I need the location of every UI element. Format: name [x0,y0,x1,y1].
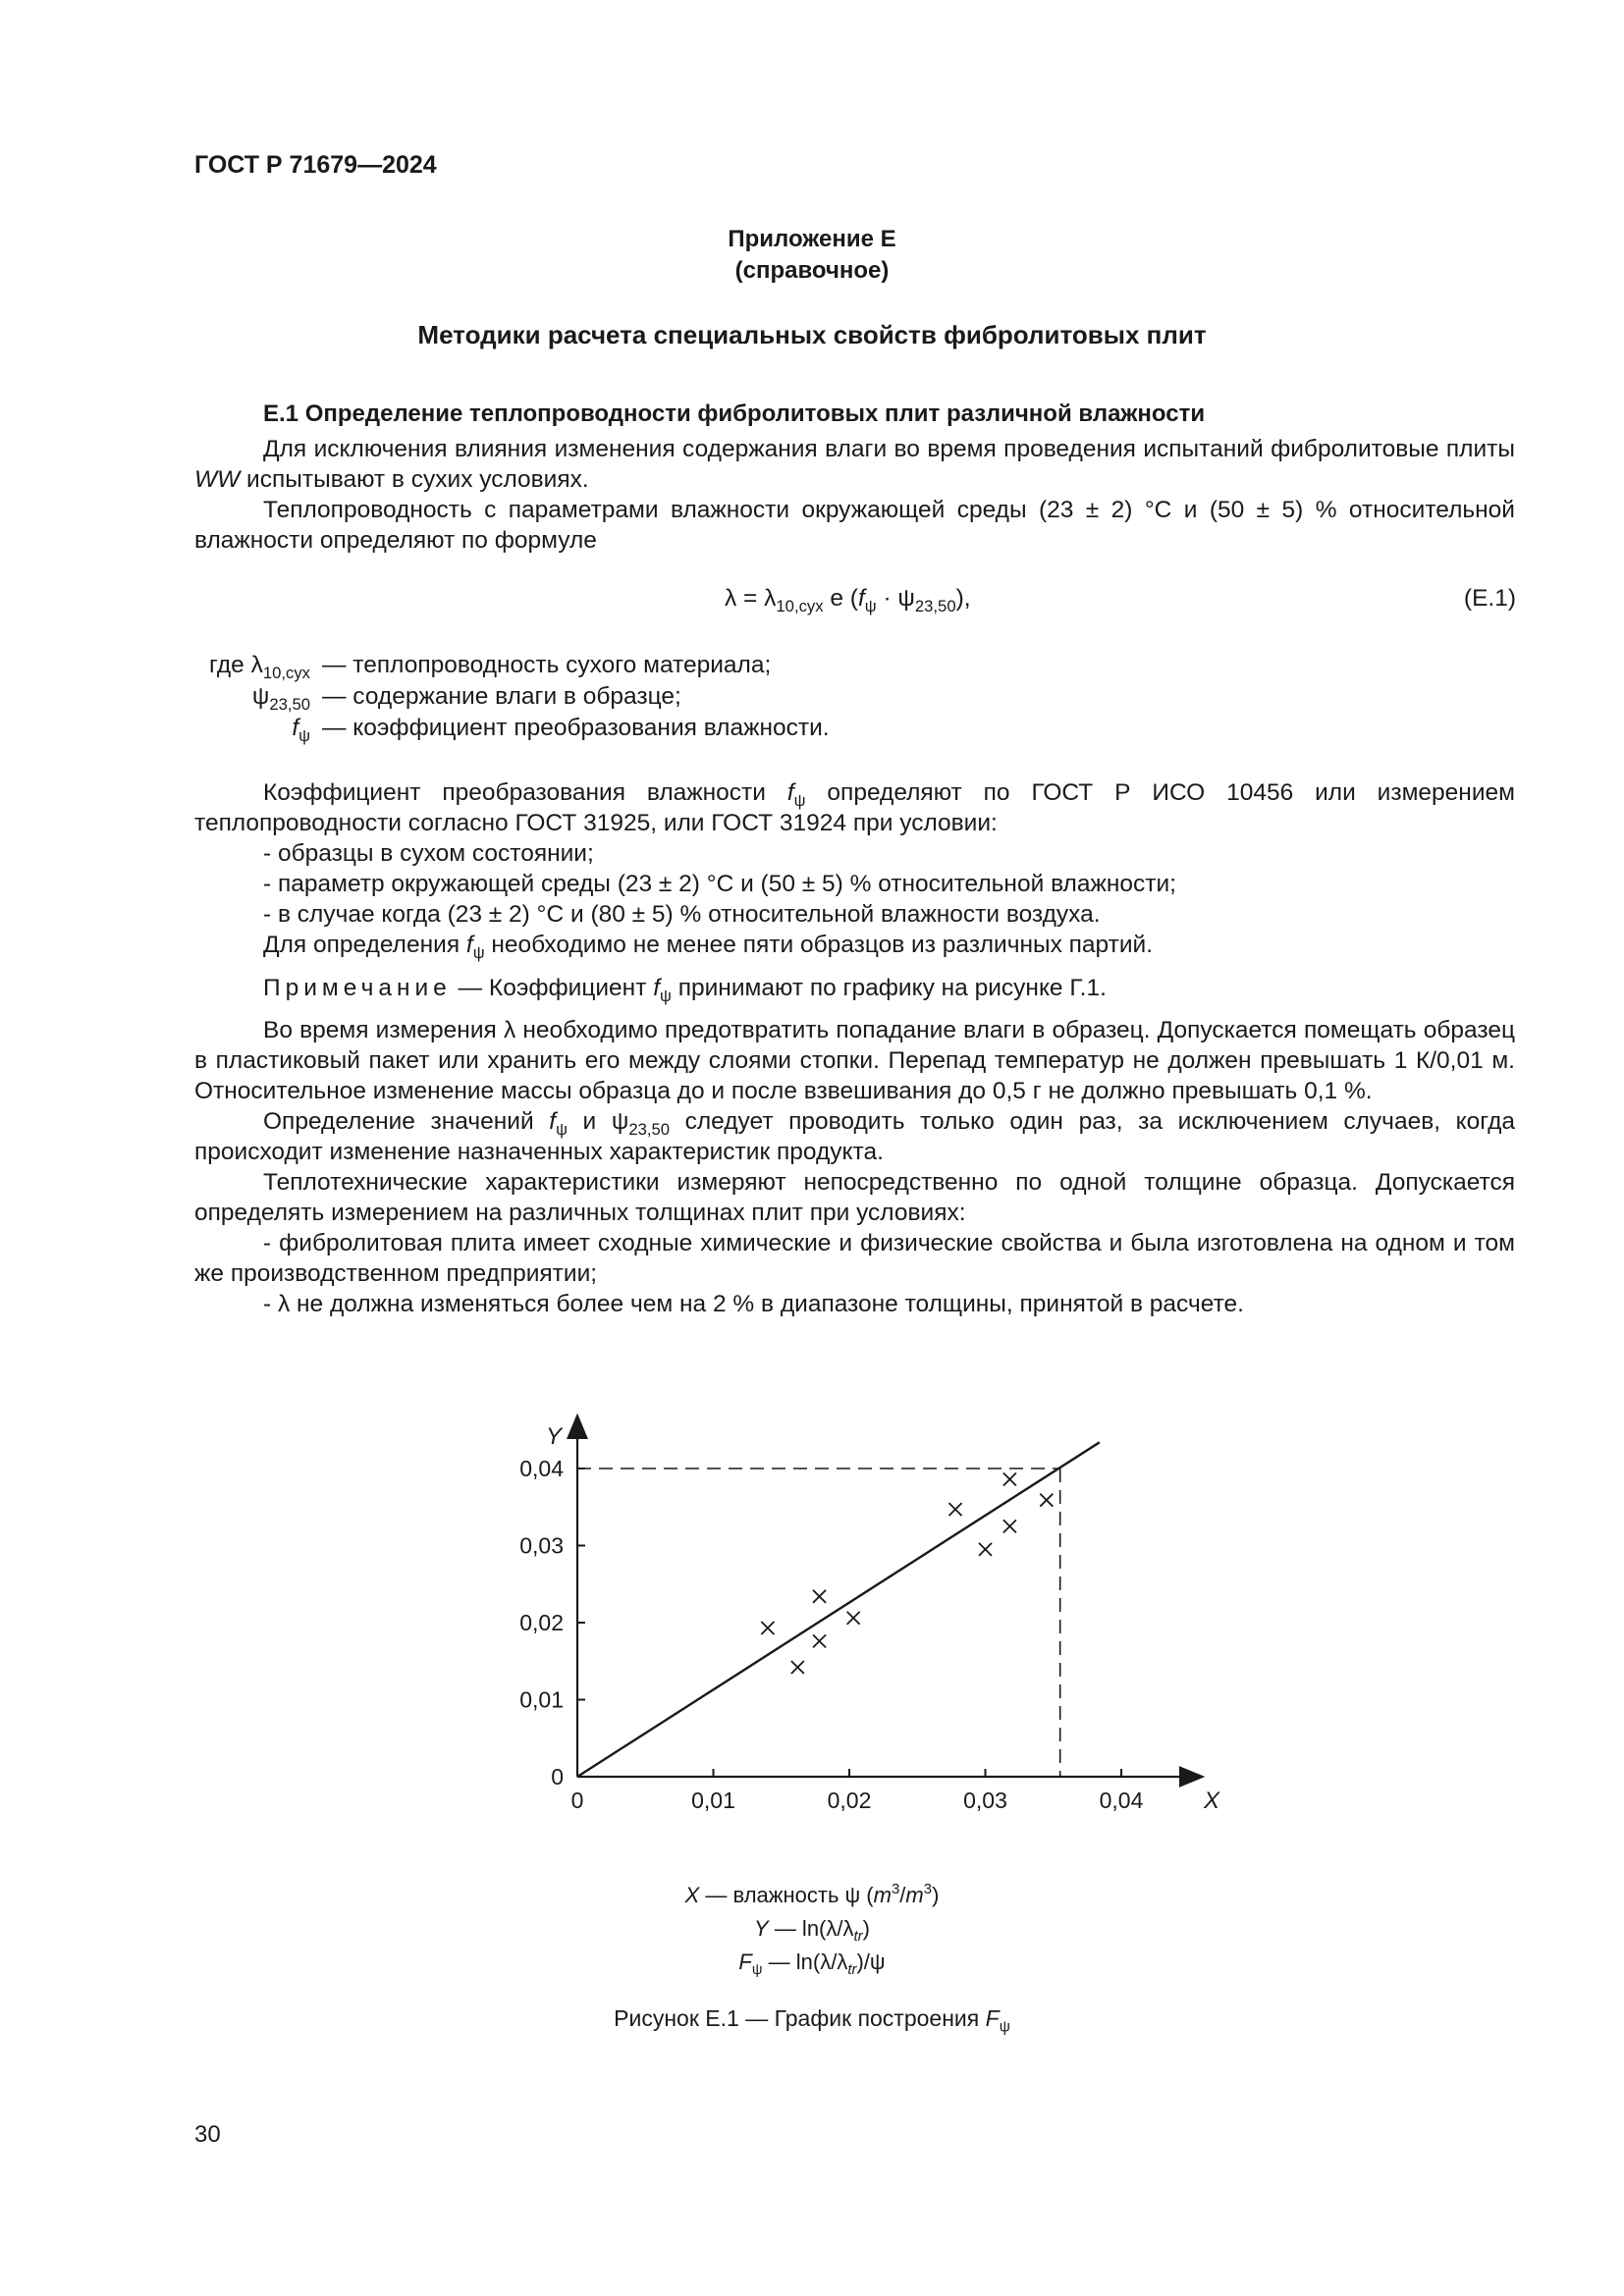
y-origin-label: 0 [551,1764,564,1789]
page-number: 30 [194,2121,221,2148]
condition-item: - параметр окружающей среды (23 ± 2) °С и (50 ± 5) % относительной влажности; [263,871,1176,897]
data-point [1040,1494,1053,1507]
paragraph-conductivity: Теплопроводность с параметрами влажности окружающей среды (23 ± 2) °С и (50 ± 5) % относительной влажности определяют по формуле [194,497,1515,554]
paragraph-measurement: Во время измерения λ необходимо предотвратить попадание влаги в образец. Допускается помещать образец в пластиковый пакет или хранить его между слоями стопки. Перепад температур не должен превышать 1 К/0,01 м. Относительное изменение массы образца до и после взвешивания до 0,5 г не должно превышать 0,1 %. [194,1017,1515,1104]
document-header: ГОСТ Р 71679—2024 [194,151,437,179]
where-row-lambda: где $\lambda_{10,сух}$ — теплопроводность сухого материала; [209,652,772,682]
paragraph-coefficient: Коэффициент преобразования влажности $f_\psi$ определяют по ГОСТ Р ИСО 10456 или измерением теплопроводности согласно ГОСТ 31925, или ГОСТ 31924 при условии: [194,779,1515,836]
x-tick-label: 0,04 [1099,1788,1144,1813]
condition-item: - λ не должна изменяться более чем на 2 % в диапазоне толщины, принятой в расчете. [263,1291,1244,1317]
data-point [791,1661,804,1674]
condition-item: - образцы в сухом состоянии; [263,840,594,867]
data-point [813,1590,826,1603]
where-row-psi: $\psi_{23,50}$ — содержание влаги в образце; [251,683,681,714]
data-point [1003,1472,1016,1485]
appendix-title: Приложение Е [728,226,896,252]
y-axis-label: Y [545,1422,563,1450]
where-row-f: $f_\psi$ — коэффициент преобразования влажности. [292,715,830,745]
data-point [1003,1520,1016,1532]
data-point [847,1612,860,1625]
data-point [813,1634,826,1647]
fit-line [577,1442,1100,1777]
x-tick-label: 0,01 [691,1788,735,1813]
legend-f: $F_\psi$ — $\ln(\lambda/\lambda_{tr})/\psi$ [738,1949,886,1979]
paragraph-dry-conditions: Для исключения влияния изменения содержания влаги во время проведения испытаний фибролитовые плиты WW испытывают в сухих условиях. [194,436,1515,493]
y-tick-label: 0,04 [519,1456,564,1481]
moisture-chart [0,1374,1624,1865]
appendix-type: (справочное) [734,257,890,284]
condition-item: - в случае когда (23 ± 2) °С и (80 ± 5) % относительной влажности воздуха. [263,901,1101,928]
legend-x: X — влажность ψ $(m^3/m^3)$ [684,1881,940,1907]
x-axis-label: X [1204,1788,1220,1814]
paragraph-determination: Определение значений $f_\psi$ и $\psi_{23,50}$ следует проводить только один раз, за исключением случаев, когда происходит изменение назначенных характеристик продукта. [194,1108,1515,1165]
data-point [949,1503,962,1516]
data-point [761,1622,774,1634]
y-tick-label: 0,01 [519,1686,564,1713]
note: Примечание — Коэффициент $f_\psi$ принимают по графику на рисунке Г.1. [263,975,1107,1005]
x-tick-label: 0 [570,1788,584,1813]
condition-item: - фибролитовая плита имеет сходные химические и физические свойства и была изготовлена на одном и том же производственном предприятии; [194,1230,1515,1287]
y-tick-label: 0,02 [519,1610,564,1635]
x-tick-label: 0,02 [827,1788,872,1813]
formula-number: (Е.1) [1463,585,1516,612]
y-tick-label: 0,03 [519,1532,564,1559]
figure-caption: Рисунок Е.1 — График построения $F_\psi$ [614,2005,1010,2036]
paragraph-thickness: Теплотехнические характеристики измеряют непосредственно по одной толщине образца. Допускается определять измерением на различных толщинах плит при условиях: [194,1169,1515,1226]
legend-y: Y — $\ln(\lambda/\lambda_{tr})$ [754,1916,870,1946]
data-point [979,1543,992,1556]
x-tick-label: 0,03 [963,1788,1007,1813]
appendix-heading: Методики расчета специальных свойств фибролитовых плит [417,320,1207,349]
formula-e1: $\lambda = \lambda_{10,сух}$ е $(f_\psi \cdot \psi_{23,50})$, [725,585,971,615]
paragraph-samples: Для определения $f_\psi$ необходимо не менее пяти образцов из различных партий. [263,932,1154,962]
section-heading: Е.1 Определение теплопроводности фибролитовых плит различной влажности [263,400,1206,427]
